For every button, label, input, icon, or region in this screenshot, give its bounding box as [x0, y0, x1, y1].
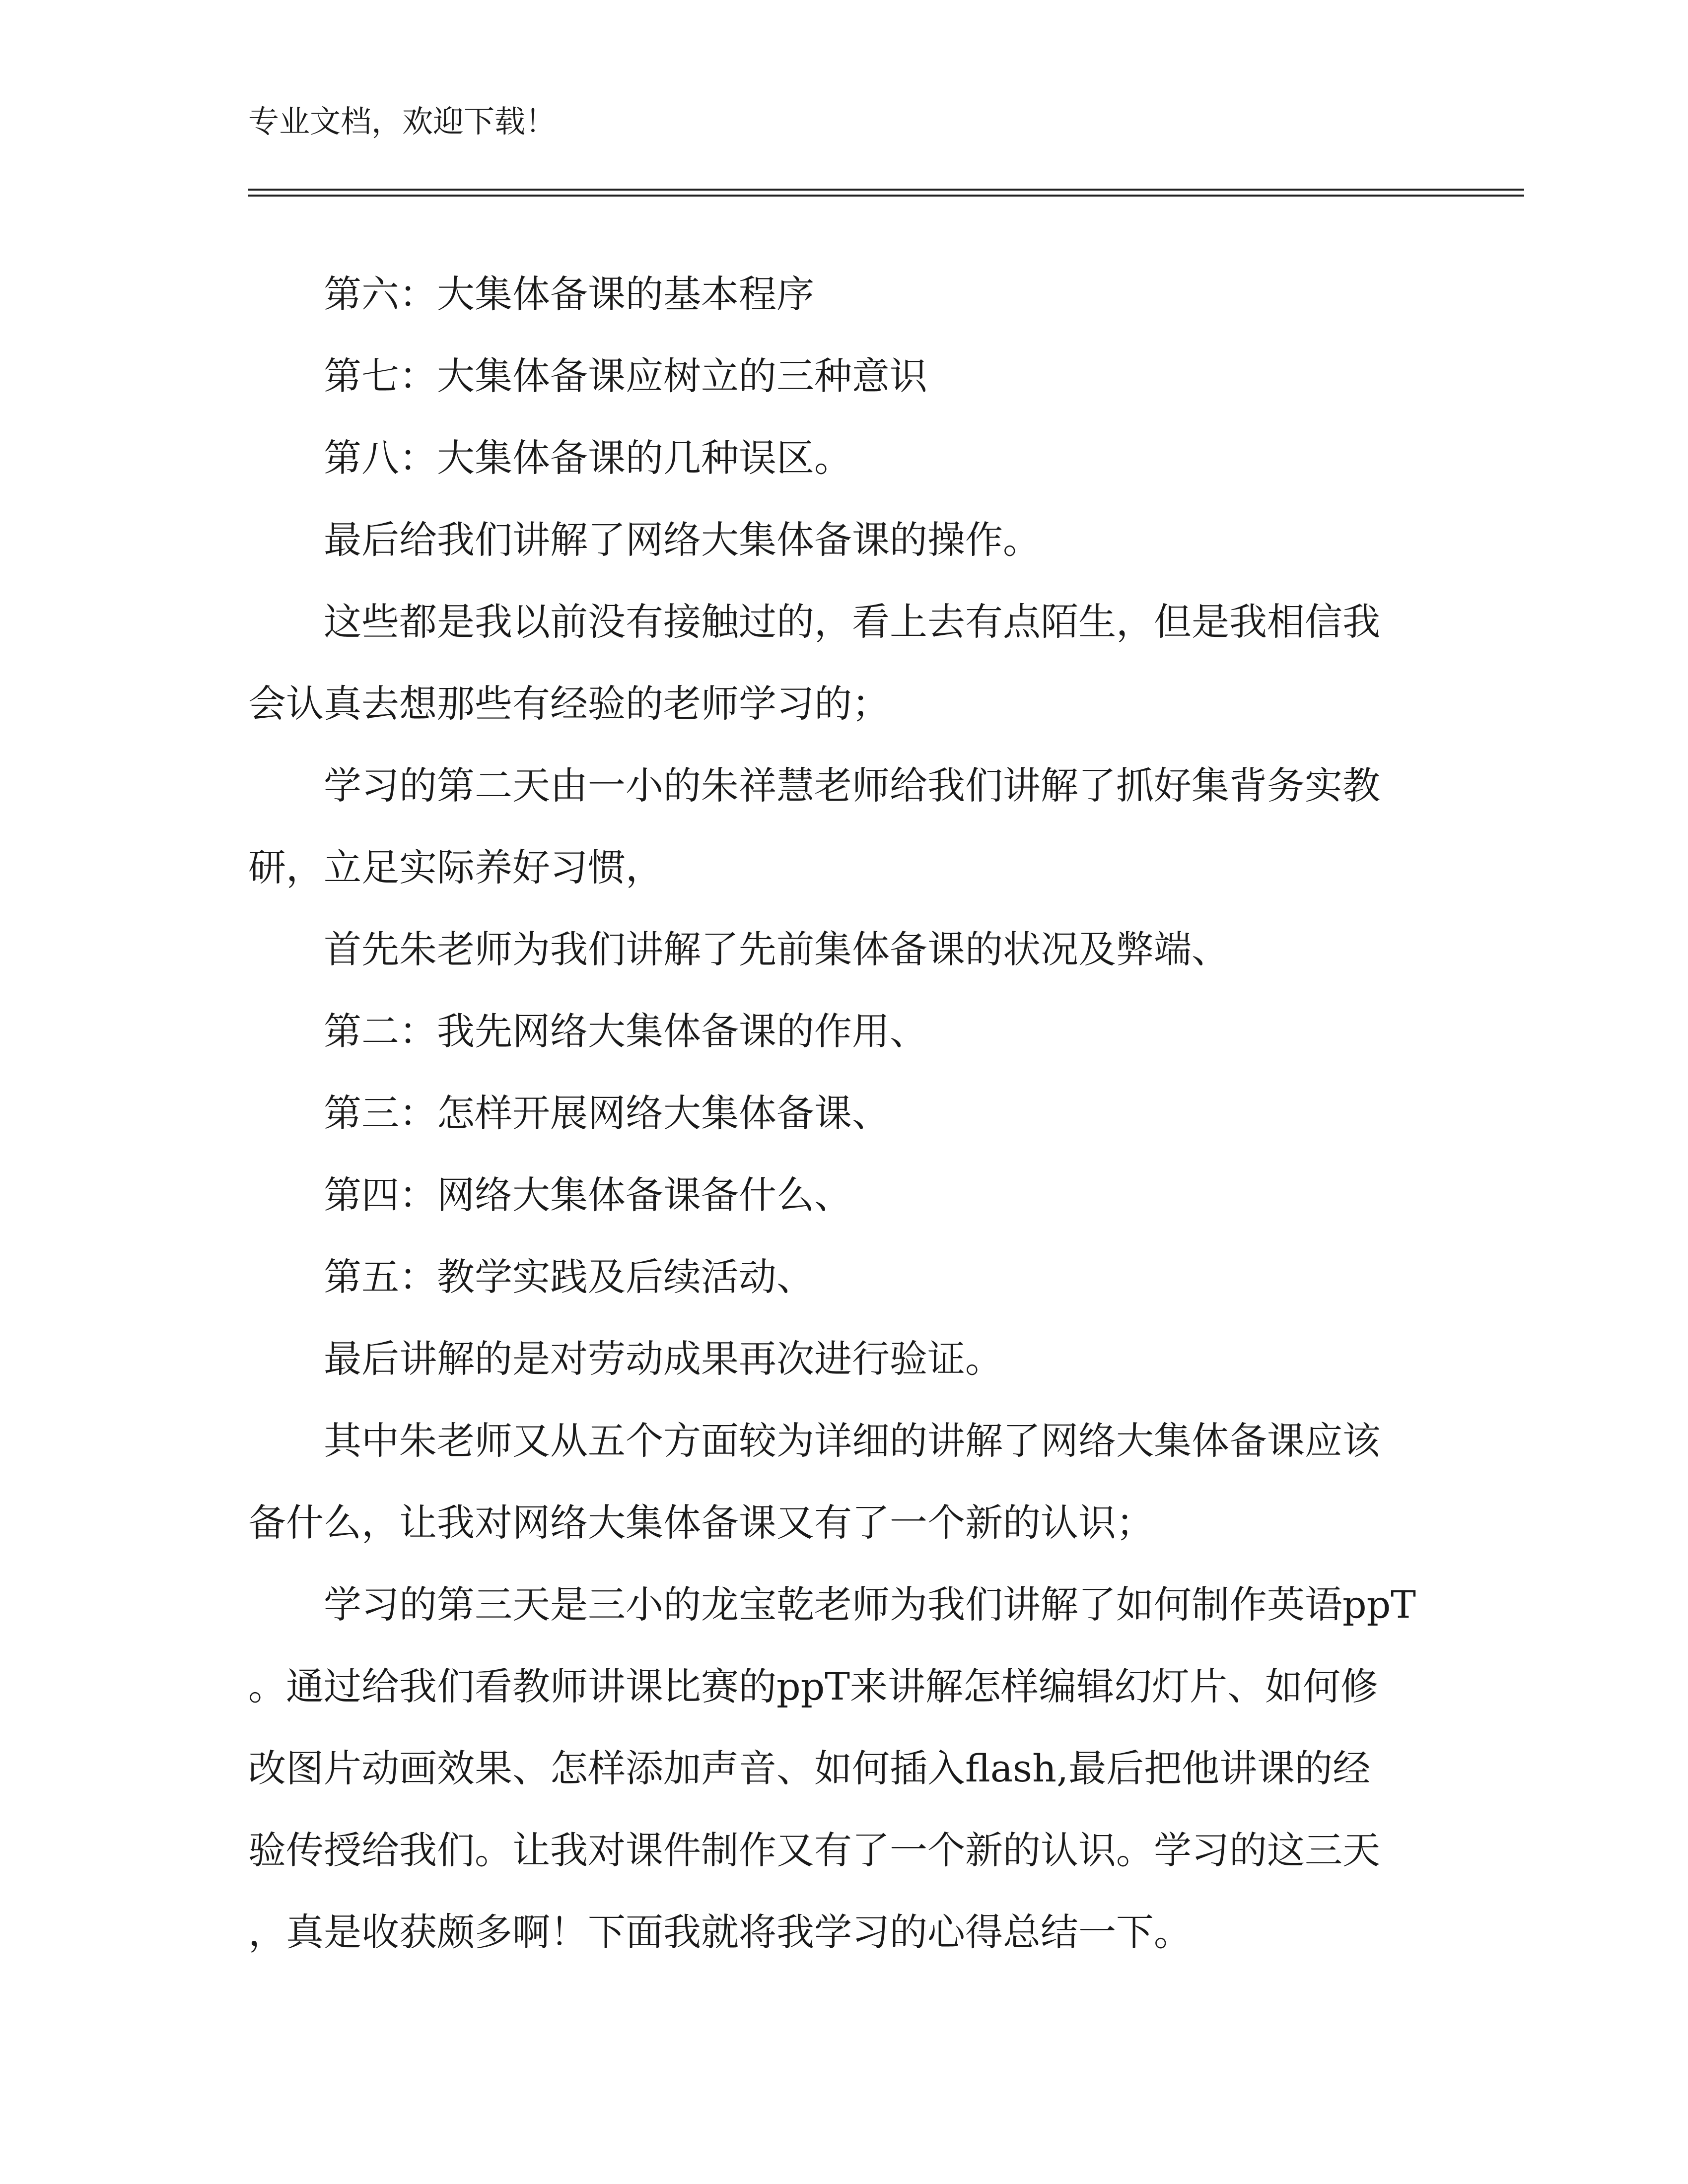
paragraph-line: 学习的第三天是三小的龙宝乾老师为我们讲解了如何制作英语ppT: [324, 1582, 1416, 1627]
paragraph-line: 第五：教学实践及后续活动、: [324, 1255, 814, 1299]
paragraph-line: 其中朱老师又从五个方面较为详细的讲解了网络大集体备课应该: [324, 1419, 1380, 1463]
paragraph-line: ，真是收获颇多啊！下面我就将我学习的心得总结一下。: [248, 1910, 1192, 1954]
paragraph-line: 验传授给我们。让我对课件制作又有了一个新的认识。学习的这三天: [248, 1828, 1380, 1872]
paragraph-line: 最后讲解的是对劳动成果再次进行验证。: [324, 1337, 1003, 1381]
paragraph-continuation: [248, 1482, 1430, 1564]
paragraph-line: 第三：怎样开展网络大集体备课、: [324, 1091, 890, 1135]
paragraph-line: 学习的第二天由一小的朱祥慧老师给我们讲解了抓好集背务实教: [324, 763, 1380, 808]
paragraph: [248, 990, 1430, 1072]
paragraph-line: 研，立足实际养好习惯，: [248, 845, 663, 889]
paragraph: [248, 1564, 1430, 1645]
paragraph: [248, 253, 1430, 335]
paragraph-continuation: [248, 1645, 1430, 1727]
paragraph-line: 这些都是我以前没有接触过的，看上去有点陌生，但是我相信我: [324, 600, 1380, 644]
paragraph: [248, 581, 1430, 663]
paragraph: [248, 1072, 1430, 1154]
document-body: [248, 253, 1430, 1973]
paragraph-line: 首先朱老师为我们讲解了先前集体备课的状况及弊端、: [324, 927, 1229, 971]
paragraph: [248, 417, 1430, 499]
paragraph-line: 第八：大集体备课的几种误区。: [324, 436, 852, 480]
paragraph: [248, 1400, 1430, 1482]
paragraph-line: 备什么，让我对网络大集体备课又有了一个新的认识；: [248, 1501, 1154, 1545]
paragraph: [248, 745, 1430, 826]
paragraph-line: 第七：大集体备课应树立的三种意识: [324, 354, 927, 398]
paragraph: [248, 1236, 1430, 1318]
paragraph-line: 改图片动画效果、怎样添加声音、如何插入flash,最后把他讲课的经: [248, 1746, 1371, 1790]
paragraph: [248, 1318, 1430, 1400]
paragraph-continuation: [248, 1891, 1430, 1973]
paragraph: [248, 499, 1430, 581]
paragraph-continuation: [248, 1727, 1430, 1809]
paragraph-line: 第四：网络大集体备课备什么、: [324, 1173, 852, 1217]
paragraph-continuation: [248, 663, 1430, 745]
paragraph: [248, 1154, 1430, 1236]
paragraph-continuation: [248, 1809, 1430, 1891]
paragraph-line: 第六：大集体备课的基本程序: [324, 272, 814, 316]
paragraph-line: 第二：我先网络大集体备课的作用、: [324, 1009, 927, 1053]
paragraph-line: 最后给我们讲解了网络大集体备课的操作。: [324, 518, 1041, 562]
paragraph-line: 。通过给我们看教师讲课比赛的ppT来讲解怎样编辑幻灯片、如何修: [248, 1664, 1378, 1708]
header-double-rule: [248, 189, 1524, 197]
paragraph: [248, 908, 1430, 990]
paragraph-line: 会认真去想那些有经验的老师学习的；: [248, 682, 890, 726]
paragraph: [248, 335, 1430, 417]
document-header: 专业文档，欢迎下载！: [248, 103, 557, 139]
paragraph-continuation: [248, 826, 1430, 908]
